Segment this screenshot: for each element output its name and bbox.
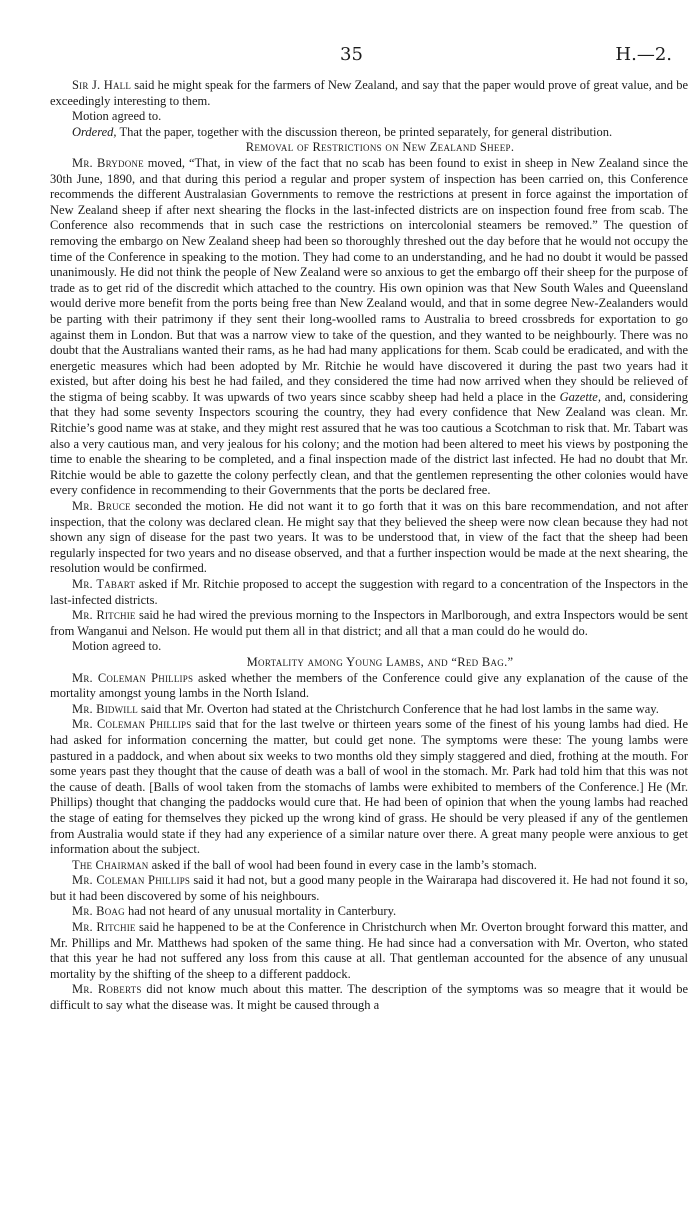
paragraph: Mr. Coleman Phillips said that for the last twelve or thirteen years some of the finest of his young lambs had died. He had asked for information concerning the matter, but could get none. The symptoms were these: The young lambs were pastured in a paddock, and when about six weeks to two months old they simply staggered and died, frothing at the mouth. For some years past they thought that the cause of death was a ball of wool in the stomach. Mr. Park had told him that this was not the cause of death. [Balls of wool taken from the stomachs of lambs were exhibited to members of the Conference.] He (Mr. Phillips) thought that changing the paddocks would cure that. He had been of opinion that when the young lambs had reached the stage of eating for themselves they picked up the wrong kind of grass. He should be very pleased if any of the gentlemen from Australia would state if they had any experience of a similar nature over there. A great many people were anxious to get information about the subject. bbox=[50, 717, 688, 857]
speaker-name: Mr. Coleman Phillips bbox=[72, 717, 192, 732]
speaker-name: Mr. Tabart bbox=[72, 577, 136, 591]
paragraph: Mr. Tabart asked if Mr. Ritchie proposed to accept the suggestion with regard to a concentration of the Inspectors in the last-infected districts. bbox=[50, 577, 688, 607]
paragraph: Mr. Coleman Phillips said it had not, but a good many people in the Wairarapa had discovered it. He had not found it so, but it had been discovered by some of his neighbours. bbox=[50, 873, 688, 903]
paragraph: Mr. Bidwill said that Mr. Overton had stated at the Christchurch Conference that he had lost lambs in the same way. bbox=[72, 701, 659, 716]
speaker-name: Mr. Bruce bbox=[72, 499, 131, 514]
paragraph: Mr. Bruce seconded the motion. He did not want it to go forth that it was on this bare recommendation, and not after inspection, that the colony was declared clean. He might say that they believed the sheep were now clean because they had not shown any sign of disease for the past two years. It was to be understood that, in view of the fact that the sheep had been regularly inspected for two years and no disease observed, and that a further inspection would be made at the next shearing, the resolution would be confirmed. bbox=[50, 499, 688, 576]
speaker-name: Mr. Ritchie bbox=[72, 608, 136, 623]
speaker-name: Sir J. Hall bbox=[72, 78, 132, 92]
speaker-name: The Chairman bbox=[72, 857, 149, 872]
speaker-name: Mr. Brydone bbox=[72, 155, 144, 170]
ordered-label: Ordered, bbox=[72, 124, 117, 139]
paragraph: Mr. Coleman Phillips asked whether the members of the Conference could give any explanation of the cause of the mortality amongst young lambs in the North Island. bbox=[50, 670, 688, 701]
paragraph: Mr. Ritchie said he had wired the previous morning to the Inspectors in Marlborough, and extra Inspectors would be sent from Wanganui and Nelson. He would put them all in that district; and all that a man could do he would do. bbox=[50, 608, 688, 638]
body-text bbox=[50, 78, 688, 1014]
paragraph: The Chairman asked if the ball of wool had been found in every case in the lamb’s stomach. bbox=[72, 857, 537, 872]
paragraph: Mr. Brydone moved, “That, in view of the fact that no scab has been found to exist in sheep in New Zealand since the 30th June, 1890, and that during this period a regular and proper system of inspection has been carried on, this Conference recommends the different Australasian Governments to remove the restrictions at present in force against the importation of New Zealand sheep if after next shearing the flocks in the last-infected districts are on inspection found free from scab. The Conference also recommends that in such case the restrictions on intercolonial steamers be removed.” The question of removing the embargo on New Zealand sheep had been so thoroughly threshed out the day before that he would not occupy the time of the Conference in speaking to the motion. They had come to an understanding, and he had no doubt it would be passed unanimously. He did not think the people of New Zealand were so anxious to get the embargo off their sheep for the purpose of trade as to get rid of the discredit which attached to the country. His own opinion was that New South Wales and Queensland would derive more benefit from the ports being free than New Zealand would, and that in some degree New-Zealanders would be parting with their patrimony if they sent their long-woolled rams to Australia to breed crossbreds for exportation to go against them in London. But that was a narrow view to take of the question, and they wanted to be neighbourly. There was no doubt that the Australians wanted their rams, as he had had many applications for them. Scab could be eradicated, and with the energetic measures which had been adopted by Mr. Ritchie he would have discovered it during the past two years had it existed, but after doing his best he had failed, and they considered the time had now arrived when they should be relieved of the stigma of being scabby. It was upwards of two years since scabby sheep had held a place in the Gazette, and, considering that they had some seventy Inspectors scouring the country, they had every confidence that New Zealand was clean. Mr. Ritchie’s good name was at stake, and they might rest assured that he was too cautious a Scotchman to risk that. Mr. Tabart was also a very cautious man, and very jealous for his colony; and the motion had been altered to meet his views by postponing the time to enable the shearing to be completed, and a final inspection made of the district last infected. He had no doubt that Mr. Ritchie would be able to gazette the colony perfectly clean, and that the gentlemen representing the other colonies would have every confidence in recommending to their Governments that the ports be declared free. bbox=[50, 155, 688, 498]
section-heading: Mortality among Young Lambs, and “Red Bag.” bbox=[246, 654, 514, 669]
paragraph: Ordered, That the paper, together with the discussion thereon, be printed separately, for general distribution. bbox=[72, 124, 613, 139]
section-heading: Removal of Restrictions on New Zealand Sheep. bbox=[245, 140, 515, 155]
speaker-name: Mr. Boag bbox=[72, 904, 125, 919]
paragraph: Motion agreed to. bbox=[72, 109, 162, 124]
paragraph: Mr. Boag had not heard of any unusual mortality in Canterbury. bbox=[72, 904, 397, 919]
speaker-name: Mr. Bidwill bbox=[72, 701, 138, 716]
speaker-name: Mr. Coleman Phillips bbox=[72, 670, 194, 685]
page-header bbox=[0, 44, 700, 68]
document-code: H.—2. bbox=[615, 44, 672, 65]
gazette-title: Gazette, bbox=[559, 389, 601, 404]
paragraph: Mr. Ritchie said he happened to be at the Conference in Christchurch when Mr. Overton brought forward this matter, and Mr. Phillips and Mr. Matthews had spoken of the same thing. He had since had a conversation with Mr. Overton, who stated that this year he had not suffered any loss from this cause at all. That gentleman accounted for the absence of any unusual mortality by the shifting of the sheep to a different paddock. bbox=[50, 920, 688, 981]
paragraph: Sir J. Hall said he might speak for the farmers of New Zealand, and say that the paper would prove of great value, and be exceedingly interesting to them. bbox=[50, 78, 688, 108]
speaker-name: Mr. Coleman Phillips bbox=[72, 873, 191, 888]
paragraph: Mr. Roberts did not know much about this matter. The description of the symptoms was so meagre that it would be difficult to say what the disease was. It might be caused through a bbox=[50, 982, 688, 1013]
speaker-name: Mr. Roberts bbox=[72, 982, 142, 997]
paragraph: Motion agreed to. bbox=[72, 639, 162, 654]
page-number: 35 bbox=[340, 44, 363, 65]
speaker-name: Mr. Ritchie bbox=[72, 920, 136, 935]
